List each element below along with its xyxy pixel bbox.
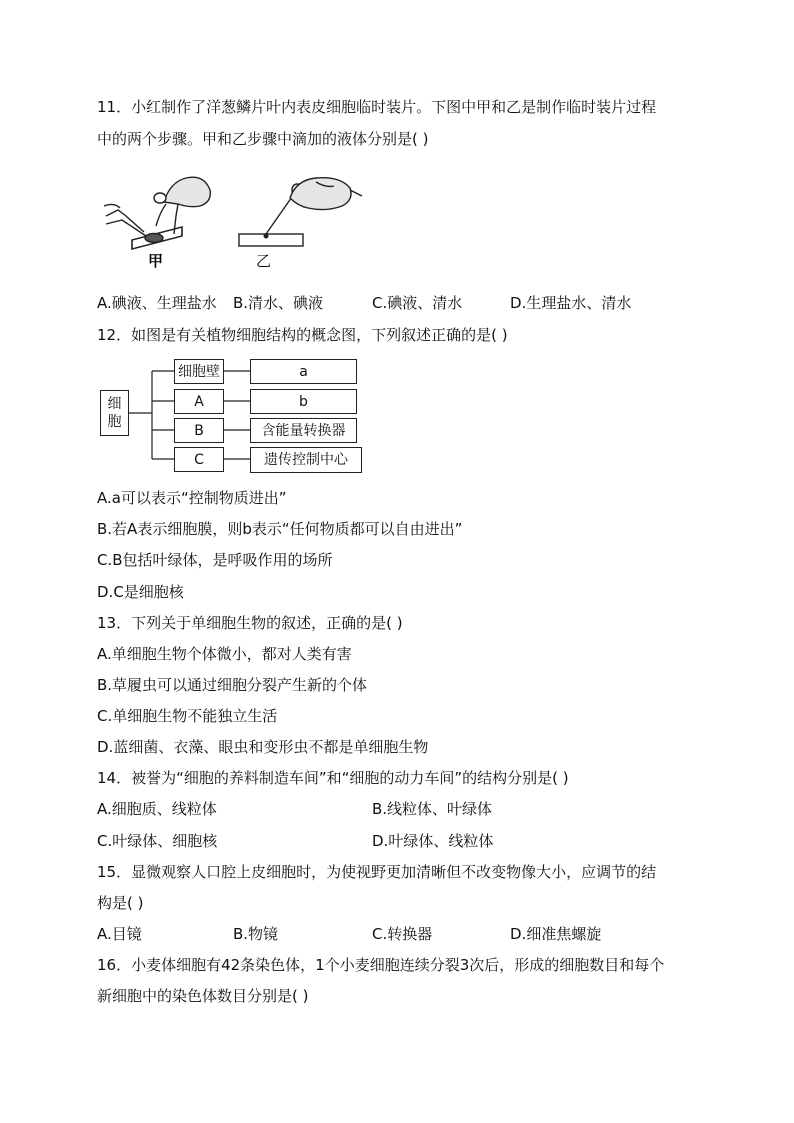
fig-label-yi: 乙	[256, 252, 272, 270]
concept-node-cell-wall: 细胞壁	[174, 359, 224, 384]
fig-label-jia: 甲	[148, 252, 164, 270]
q11-stem-line2: 中的两个步骤。甲和乙步骤中滴加的液体分别是( )	[97, 130, 429, 148]
q13-stem: 13．下列关于单细胞生物的叙述，正确的是( )	[97, 614, 403, 632]
yi-step-illustration	[239, 178, 362, 246]
q13-option-d[interactable]: D.蓝细菌、衣藻、眼虫和变形虫不都是单细胞生物	[97, 738, 429, 756]
q12-option-b[interactable]: B.若A表示细胞膜，则b表示“任何物质都可以自由进出”	[97, 520, 463, 538]
q11-option-d[interactable]: D.生理盐水、清水	[510, 294, 632, 312]
q14-stem: 14．被誉为“细胞的养料制造车间”和“细胞的动力车间”的结构分别是( )	[97, 769, 569, 787]
q15-option-c[interactable]: C.转换器	[372, 925, 433, 943]
q13-option-c[interactable]: C.单细胞生物不能独立生活	[97, 707, 278, 725]
q16-stem-line1: 16．小麦体细胞有42条染色体，1个小麦细胞连续分裂3次后，形成的细胞数目和每个	[97, 956, 665, 974]
concept-desc-genetic-control: 遗传控制中心	[250, 447, 362, 473]
q14-option-a[interactable]: A.细胞质、线粒体	[97, 800, 217, 818]
q11-stem-line1: 11．小红制作了洋葱鳞片叶内表皮细胞临时装片。下图中甲和乙是制作临时装片过程	[97, 98, 657, 116]
q13-option-b[interactable]: B.草履虫可以通过细胞分裂产生新的个体	[97, 676, 368, 694]
q14-option-d[interactable]: D.叶绿体、线粒体	[372, 832, 494, 850]
q11-option-c[interactable]: C.碘液、清水	[372, 294, 463, 312]
q11-option-b[interactable]: B.清水、碘液	[233, 294, 324, 312]
q11-procedure-illustration	[104, 176, 364, 271]
q15-stem-line2: 构是( )	[97, 894, 144, 912]
jia-step-illustration	[104, 177, 210, 249]
concept-node-c: C	[174, 447, 224, 472]
q15-option-a[interactable]: A.目镜	[97, 925, 142, 943]
concept-node-b: B	[174, 418, 224, 443]
q12-option-d[interactable]: D.C是细胞核	[97, 583, 184, 601]
q13-option-a[interactable]: A.单细胞生物个体微小，都对人类有害	[97, 645, 352, 663]
concept-root-cell	[100, 390, 129, 436]
concept-node-a: A	[174, 389, 224, 414]
q14-option-c[interactable]: C.叶绿体、细胞核	[97, 832, 218, 850]
q15-option-d[interactable]: D.细准焦螺旋	[510, 925, 602, 943]
q16-stem-line2: 新细胞中的染色体数目分别是( )	[97, 987, 309, 1005]
root-char-2: 胞	[107, 414, 122, 430]
q15-stem-line1: 15．显微观察人口腔上皮细胞时，为使视野更加清晰但不改变物像大小，应调节的结	[97, 863, 657, 881]
q14-option-b[interactable]: B.线粒体、叶绿体	[372, 800, 493, 818]
q15-option-b[interactable]: B.物镜	[233, 925, 279, 943]
q12-option-a[interactable]: A.a可以表示“控制物质进出”	[97, 489, 287, 507]
concept-desc-a: a	[250, 359, 357, 384]
concept-desc-b: b	[250, 389, 357, 414]
q11-option-a[interactable]: A.碘液、生理盐水	[97, 294, 217, 312]
concept-desc-energy-converter: 含能量转换器	[250, 418, 357, 443]
q12-stem: 12．如图是有关植物细胞结构的概念图，下列叙述正确的是( )	[97, 326, 508, 344]
root-char-1: 细	[107, 396, 122, 412]
q12-option-c[interactable]: C.B包括叶绿体，是呼吸作用的场所	[97, 551, 333, 569]
